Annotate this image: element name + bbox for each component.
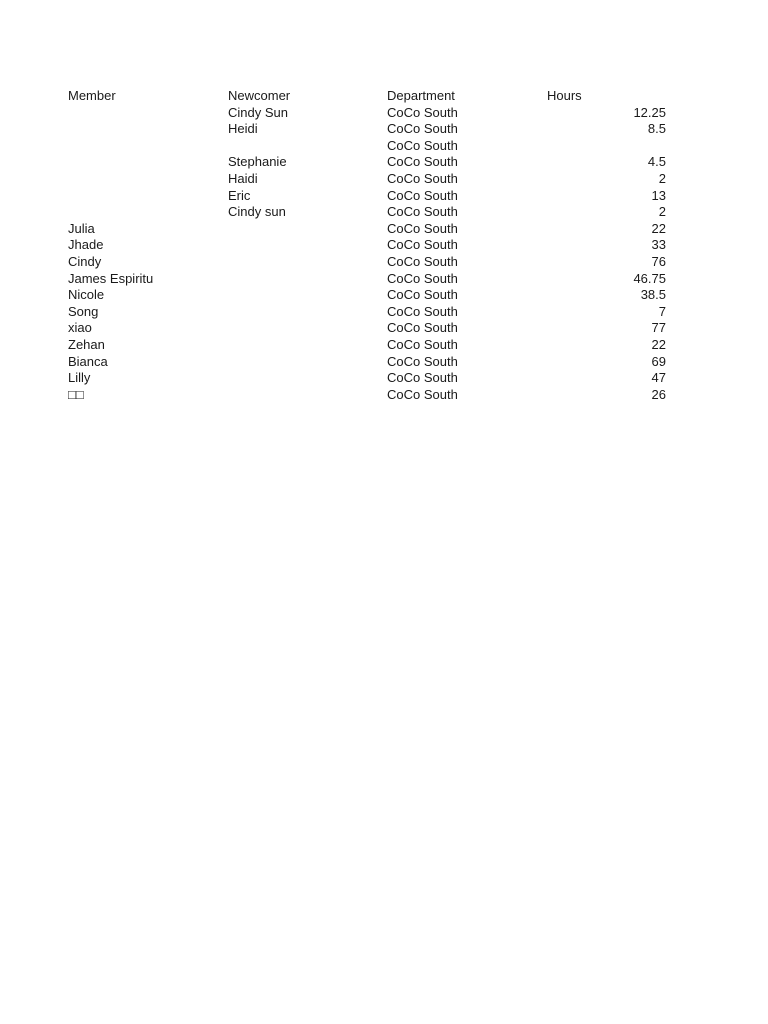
department-cell: CoCo South: [387, 137, 458, 153]
hours-cell: 47: [651, 370, 666, 386]
hours-cell: 77: [651, 320, 666, 336]
newcomer-cell: Eric: [228, 187, 251, 203]
department-cell: CoCo South: [387, 220, 458, 236]
hours-cell: 7: [658, 303, 666, 319]
member-cell: Zehan: [68, 336, 105, 352]
department-cell: CoCo South: [387, 370, 458, 386]
hours-cell: 4.5: [647, 154, 666, 170]
newcomer-cell: Heidi: [228, 121, 258, 137]
member-cell: Lilly: [68, 370, 91, 386]
member-cell: Julia: [68, 220, 95, 236]
department-cell: CoCo South: [387, 121, 458, 137]
department-cell: CoCo South: [387, 253, 458, 269]
member-cell: xiao: [68, 320, 92, 336]
hours-cell: 69: [651, 353, 666, 369]
member-cell: Bianca: [68, 353, 108, 369]
hours-cell: 2: [658, 170, 666, 186]
department-cell: CoCo South: [387, 104, 458, 120]
hours-cell: 46.75: [633, 270, 666, 286]
member-cell: □□: [68, 386, 84, 402]
department-cell: CoCo South: [387, 270, 458, 286]
hours-cell: 76: [651, 253, 666, 269]
member-cell: Nicole: [68, 287, 105, 303]
hours-cell: 33: [651, 237, 666, 253]
newcomer-cell: Cindy sun: [228, 204, 286, 220]
header-department: Department: [387, 88, 455, 103]
hours-cell: 26: [651, 386, 666, 402]
department-cell: CoCo South: [387, 204, 458, 220]
member-cell: Song: [68, 303, 99, 319]
department-cell: CoCo South: [387, 336, 458, 352]
hours-cell: 38.5: [640, 287, 666, 303]
department-cell: CoCo South: [387, 320, 458, 336]
department-cell: CoCo South: [387, 154, 458, 170]
member-cell: Jhade: [68, 237, 104, 253]
department-cell: CoCo South: [387, 237, 458, 253]
hours-cell: 12.25: [633, 104, 666, 120]
hours-cell: 2: [658, 204, 666, 220]
member-cell: Cindy: [68, 253, 102, 269]
header-hours: Hours: [547, 88, 582, 103]
newcomer-cell: Haidi: [228, 170, 258, 186]
department-cell: CoCo South: [387, 353, 458, 369]
hours-cell: 22: [651, 220, 666, 236]
department-cell: CoCo South: [387, 187, 458, 203]
newcomer-cell: Stephanie: [228, 154, 287, 170]
department-cell: CoCo South: [387, 386, 458, 402]
newcomer-cell: Cindy Sun: [228, 104, 288, 120]
hours-cell: 8.5: [647, 121, 666, 137]
department-cell: CoCo South: [387, 303, 458, 319]
member-cell: James Espiritu: [68, 270, 154, 286]
header-newcomer: Newcomer: [228, 88, 291, 103]
hours-cell: 22: [651, 336, 666, 352]
department-cell: CoCo South: [387, 170, 458, 186]
department-cell: CoCo South: [387, 287, 458, 303]
hours-cell: 13: [651, 187, 666, 203]
header-member: Member: [68, 88, 116, 103]
